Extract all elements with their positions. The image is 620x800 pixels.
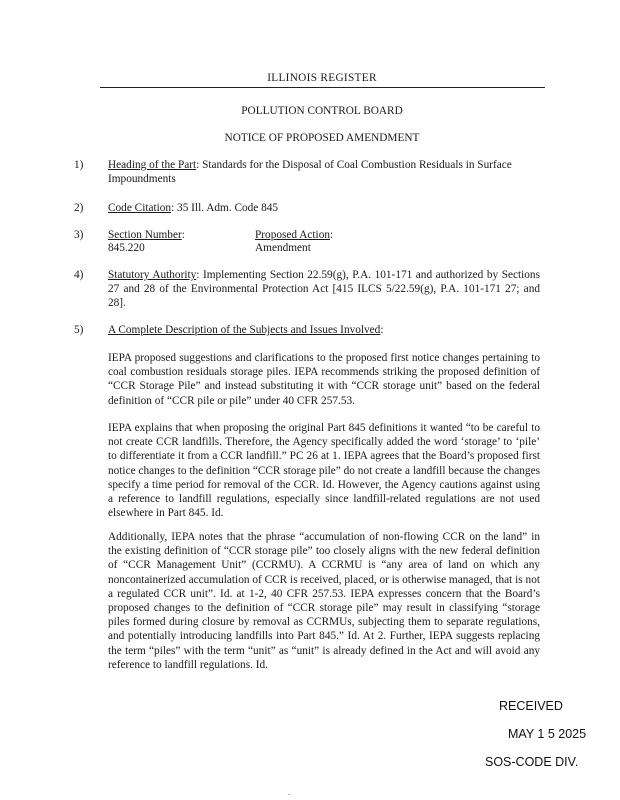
item-number: 4) [74, 269, 84, 281]
item-heading-of-part [108, 158, 540, 186]
proposed-action-label: Proposed Action [255, 229, 330, 241]
item-label: Code Citation [108, 202, 172, 214]
item-label: Statutory Authority [108, 269, 197, 281]
item-text: : Implementing Section 22.59(g), P.A. 101-171 and authorized by Sections 27 and 28 of the Environmental Protection Act [415 ILCS 5/22.59(g), P.A. 101-171 27; and 28]. [108, 269, 540, 310]
item-number: 2) [74, 202, 84, 214]
item-number: 1) [74, 159, 84, 171]
register-title: ILLINOIS REGISTER [267, 72, 377, 84]
item-code-citation [108, 201, 540, 215]
board-name: POLLUTION CONTROL BOARD [241, 105, 403, 117]
item-statutory-authority [108, 268, 540, 311]
section-number-value: 845.220 [108, 242, 145, 254]
section-number-label: Section Number [108, 229, 182, 241]
item-section-number: Section Number: 845.220 Proposed Action: Amendment [108, 229, 334, 254]
notice-title: NOTICE OF PROPOSED AMENDMENT [224, 132, 420, 144]
item-label: A Complete Description of the Subjects and Issues Involved [108, 324, 381, 336]
division-stamp: SOS-CODE DIV. [485, 755, 579, 769]
item-text: : [380, 324, 384, 336]
received-date-stamp: MAY 1 5 2025 [508, 727, 587, 741]
item-label: Heading of the Part [108, 159, 197, 171]
proposed-action: Proposed Action: [255, 229, 334, 241]
received-stamp: RECEIVED [499, 699, 563, 713]
description-paragraph: IEPA proposed suggestions and clarifications to the proposed first notice changes pertaining to coal combustion residuals storage piles. IEPA recommends striking the proposed definition of “CCR Storage Pile” and instead substituting it with “CCR storage unit” based on the federal definition of “CCR pile or pile” under 40 CFR 257.53. [108, 352, 540, 407]
page-mark: . [288, 788, 290, 797]
description-paragraph: Additionally, IEPA notes that the phrase “accumulation of non-flowing CCR on the land” in the existing definition of “CCR storage pile” too closely aligns with the new federal definition of “CCR Management Unit” (CCRMU). A CCRMU is “any area of land on which any noncontainerized accumulation of CCR is received, placed, or is otherwise managed, that is not a regulated CCR unit”. Id. at 1-2, 40 CFR 257.53. IEPA expresses concern that the Board’s proposed changes to the definition of “CCR storage pile” may result in classifying “storage piles formed during closure by removal as CCRMUs, subjecting them to separate regulations, and potentially introducing landfills into Part 845.” Id. At 2. Further, IEPA suggests replacing the term “piles” with the term “unit” as “unit” is already defined in the Act and will avoid any reference to landfill regulations. Id. [108, 531, 540, 671]
description-paragraph: IEPA explains that when proposing the original Part 845 definitions it wanted “to be careful to not create CCR landfills. Therefore, the Agency specifically added the word ‘storage’ to ‘pile’ to differentiate it from a CCR landfill.” PC 26 at 1. IEPA agrees that the Board’s proposed first notice changes to the definition “CCR storage pile” do not create a landfill because the changes specify a time period for removal of the CCR. Id. However, the Agency cautions against using a reference to landfill regulations, especially since landfill-related regulations are not used elsewhere in Part 845. Id. [108, 422, 540, 520]
item-text: : Standards for the Disposal of Coal Combustion Residuals in Surface Impoundments [108, 159, 512, 186]
item-description-heading [108, 323, 540, 337]
item-number: 3) [74, 229, 84, 241]
item-text: : 35 Ill. Adm. Code 845 [171, 202, 279, 214]
proposed-action-value: Amendment [255, 242, 311, 254]
header-rule [100, 87, 545, 88]
item-number: 5) [74, 324, 84, 336]
